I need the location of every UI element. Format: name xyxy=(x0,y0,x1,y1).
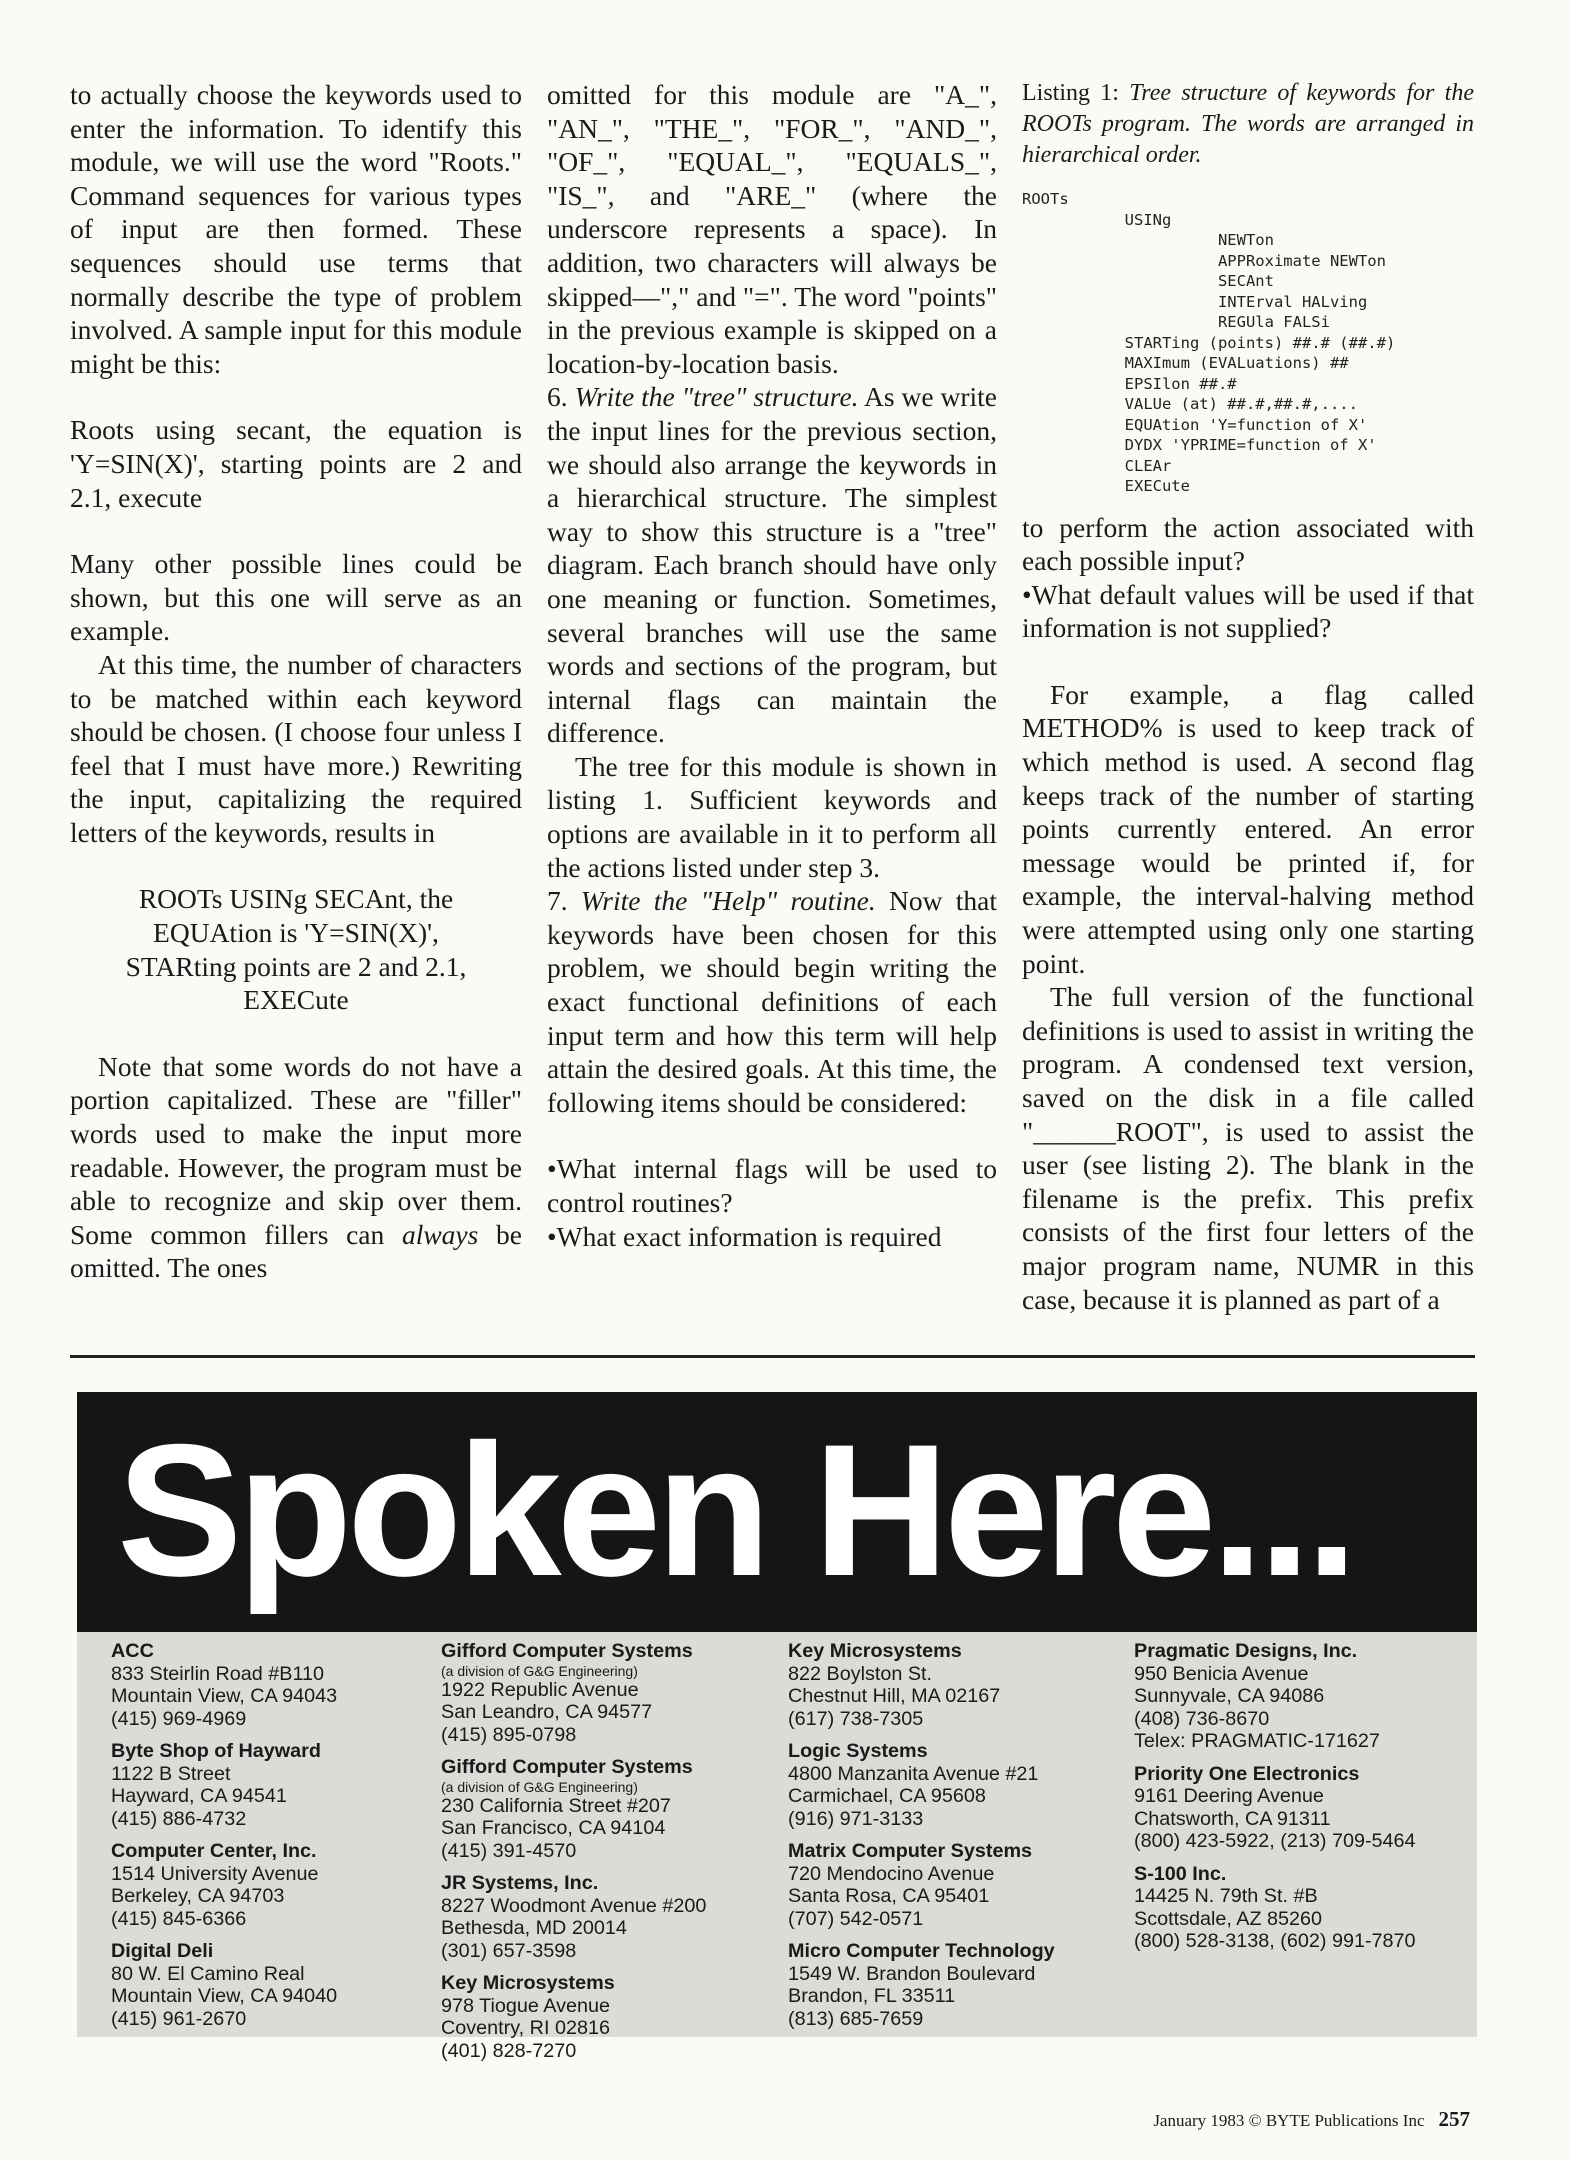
dealer-address-line: 14425 N. 79th St. #B xyxy=(1134,1885,1318,1907)
dealer-address-line: 8227 Woodmont Avenue #200 xyxy=(441,1894,707,1917)
rewritten-input-line: STARting points are 2 and 2.1, xyxy=(125,950,467,982)
dealer-address-line: Mountain View, CA 94040 xyxy=(111,1985,338,2007)
rewritten-input-line: EXECute xyxy=(243,984,349,1016)
dealer-address-line: (800) 528-3138, (602) 991-7870 xyxy=(1134,1930,1416,1952)
paragraph: to actually choose the keywords used to enter the information. To identify this module, we will use the word "Roots." Command sequences for various types of input are then formed. These sequences should use terms that normally describe the type of problem involved. A sample input for this module might be this: xyxy=(70,79,522,379)
dealer-address-line: San Leandro, CA 94577 xyxy=(441,1701,653,1723)
listing-label: Listing 1: xyxy=(1022,80,1119,106)
dealer-name: S-100 Inc. xyxy=(1134,1862,1227,1885)
dealer-entry xyxy=(111,1640,337,1730)
listing-caption: Listing 1: Tree structure of keywords for the ROOTs program. The words are arranged in hierarchical order. xyxy=(1022,80,1475,168)
dealer-address-line: (415) 969-4969 xyxy=(111,1707,247,1730)
dealer-name: Gifford Computer Systems xyxy=(441,1640,693,1662)
dealer-address-line: 720 Mendocino Avenue xyxy=(788,1862,995,1885)
dealer-name: Gifford Computer Systems xyxy=(441,1756,693,1778)
dealer-address-line: 230 California Street #207 xyxy=(441,1794,671,1817)
dealer-name: Digital Deli xyxy=(111,1940,214,1962)
dealer-entry xyxy=(1134,1640,1416,1753)
dealer-address-line: (415) 961-2670 xyxy=(111,2007,247,2030)
bullet-item: •What default values will be used if that information is not supplied? xyxy=(1022,578,1474,644)
dealer-name: JR Systems, Inc. xyxy=(441,1872,599,1894)
page-number: 257 xyxy=(1438,2107,1470,2131)
dealer-address-line: (916) 971-3133 xyxy=(788,1807,924,1830)
emphasis: always xyxy=(401,1218,479,1250)
dealer-entry xyxy=(788,1640,1055,1730)
article-column-3 xyxy=(1022,78,1474,1316)
dealer-address-line: Carmichael, CA 95608 xyxy=(788,1785,986,1807)
dealer-address-line: Brandon, FL 33511 xyxy=(788,1985,956,2007)
dealer-address-line: 822 Boylston St. xyxy=(788,1662,933,1685)
dealer-address-line: Scottsdale, AZ 85260 xyxy=(1134,1907,1323,1930)
step-7: 7. Write the "Help" routine. Now that keywords have been chosen for this problem, we should begin writing the exact functional definitions of each input term and how this term will help attain the desired goals. At this time, the following items should be considered: xyxy=(547,885,997,1118)
dealer-entry xyxy=(111,1840,337,1930)
dealer-directory xyxy=(77,1632,1477,2062)
paragraph: At this time, the number of characters to be matched within each keyword should be chosen. (I choose four unless I feel that I must have more.) Rewriting the input, capitalizing the required letters of the keywords, results in xyxy=(70,648,522,848)
paragraph: Many other possible lines could be shown, but this one will serve as an example. xyxy=(70,548,522,647)
rewritten-input-line: EQUAtion is 'Y=SIN(X)', xyxy=(153,917,439,949)
dealer-entry xyxy=(1134,1863,1416,1953)
footer-credit: January 1983 © BYTE Publications Inc xyxy=(1153,2111,1425,2130)
dealer-address-line: Sunnyvale, CA 94086 xyxy=(1134,1685,1325,1707)
ad-headline: Spoken Here... xyxy=(117,1405,1353,1615)
dealer-address-line: 1514 University Avenue xyxy=(111,1862,319,1885)
dealer-name: ACC xyxy=(111,1640,154,1662)
dealer-entry xyxy=(111,1940,337,2030)
dealer-entry xyxy=(788,1740,1055,1830)
dealer-address-line: San Francisco, CA 94104 xyxy=(441,1817,666,1839)
dealer-address-line: Chestnut Hill, MA 02167 xyxy=(788,1685,1001,1707)
dealer-address-line: (415) 845-6366 xyxy=(111,1907,247,1930)
dealer-name: Key Microsystems xyxy=(788,1640,962,1662)
dealer-address-line: Telex: PRAGMATIC-171627 xyxy=(1134,1730,1380,1752)
paragraph: omitted for this module are "A_", "AN_", "THE_", "FOR_", "AND_", "OF_", "EQUAL_", "EQUALS_", "IS_", and "ARE_" (where the underscore represents a space). In addition, two characters will always be skipped—"," and "=". The word "points" in the previous example is skipped on a location-by-location basis. xyxy=(547,79,997,379)
bullet-item: •What internal flags will be used to control routines? xyxy=(547,1153,997,1218)
paragraph: The tree for this module is shown in listing 1. Sufficient keywords and options are available in it to perform all the actions listed under step 3. xyxy=(547,750,997,883)
dealer-entry xyxy=(441,1756,706,1862)
dealer-address-line: Mountain View, CA 94043 xyxy=(111,1685,338,1707)
paragraph: Note that some words do not have a portion capitalized. These are "filler" words used to make the input more readable. However, the program must be able to recognize and skip over them. Some common fillers can always be omitted. The ones xyxy=(70,1050,522,1284)
dealer-column xyxy=(111,1640,337,2040)
step-6: 6. Write the "tree" structure. As we write the input lines for the previous section, we should also arrange the keywords in a hierarchical structure. The simplest way to show this structure is a "tree" diagram. Each branch should have only one meaning or function. Sometimes, several branches will use the same words and sections of the program, but internal flags can maintain the difference. xyxy=(547,381,997,749)
sample-input-quote: Roots using secant, the equation is 'Y=SIN(X)', starting points are 2 and 2.1, execute xyxy=(70,414,522,513)
dealer-address-line: Chatsworth, CA 91311 xyxy=(1134,1807,1331,1830)
listing-1-code: ROOTs USINg NEWTon APPRoximate NEWTon SECAnt INTErval HALving REGUla FALSi STARTing (points) ##.# (##.#) MAXImum (EVALuations) ## EPSIlon ##.# VALUe (at) ##.#,##.#,.... EQUAtion 'Y=function of X' DYDX 'YPRIME=function of X' CLEAr EXECute xyxy=(1022,190,1396,495)
dealer-name: Micro Computer Technology xyxy=(788,1940,1055,1962)
dealer-address-line: (813) 685-7659 xyxy=(788,2007,924,2030)
dealer-address-line: (408) 736-8670 xyxy=(1134,1707,1270,1730)
dealer-address-line: (415) 391-4570 xyxy=(441,1839,577,1862)
dealer-address-line: Coventry, RI 02816 xyxy=(441,2017,610,2039)
dealer-address-line: 950 Benicia Avenue xyxy=(1134,1662,1309,1685)
dealer-name: Key Microsystems xyxy=(441,1972,615,1994)
dealer-column xyxy=(1134,1640,1416,1963)
dealer-entry xyxy=(441,1972,706,2062)
dealer-name: Computer Center, Inc. xyxy=(111,1840,317,1862)
dealer-address-line: 80 W. El Camino Real xyxy=(111,1962,305,1985)
dealer-address-line: 9161 Deering Avenue xyxy=(1134,1785,1324,1807)
dealer-address-line: 833 Steirlin Road #B110 xyxy=(111,1662,324,1685)
dealer-address-line: Bethesda, MD 20014 xyxy=(441,1917,627,1939)
dealer-column xyxy=(788,1640,1055,2040)
rewritten-input-line: ROOTs USINg SECAnt, the xyxy=(138,883,454,915)
dealer-entry xyxy=(1134,1763,1416,1853)
dealer-address-line: 1549 W. Brandon Boulevard xyxy=(788,1962,1036,1985)
dealer-address-line: 978 Tiogue Avenue xyxy=(441,1994,611,2017)
dealer-address-line: (617) 738-7305 xyxy=(788,1707,924,1730)
dealer-address-line: 4800 Manzanita Avenue #21 xyxy=(788,1762,1039,1785)
page-footer xyxy=(1153,2107,1470,2132)
dealer-name: Matrix Computer Systems xyxy=(788,1840,1033,1862)
step-title: Write the "Help" routine. xyxy=(580,885,876,917)
dealer-subtitle: (a division of G&G Engineering) xyxy=(441,1662,638,1679)
dealer-entry xyxy=(788,1840,1055,1930)
dealer-name: Logic Systems xyxy=(788,1740,928,1762)
dealer-address-line: (415) 895-0798 xyxy=(441,1723,577,1746)
dealer-name: Pragmatic Designs, Inc. xyxy=(1134,1640,1358,1662)
dealer-address-line: Berkeley, CA 94703 xyxy=(111,1885,285,1907)
dealer-entry xyxy=(788,1940,1055,2030)
dealer-name: Priority One Electronics xyxy=(1134,1762,1360,1785)
dealer-entry xyxy=(441,1640,706,1746)
dealer-address-line: Hayward, CA 94541 xyxy=(111,1785,287,1807)
bullet-item: •What exact information is required xyxy=(547,1220,942,1252)
dealer-address-line: (415) 886-4732 xyxy=(111,1807,247,1830)
dealer-address-line: Santa Rosa, CA 95401 xyxy=(788,1885,990,1907)
dealer-address-line: (707) 542-0571 xyxy=(788,1907,924,1930)
ad-banner xyxy=(77,1392,1477,1632)
dealer-address-line: (401) 828-7270 xyxy=(441,2039,577,2062)
dealer-subtitle: (a division of G&G Engineering) xyxy=(441,1778,638,1795)
article-column-2 xyxy=(547,78,997,1253)
dealer-entry xyxy=(111,1740,337,1830)
dealer-address-line: (301) 657-3598 xyxy=(441,1939,577,1962)
paragraph: to perform the action associated with each possible input? xyxy=(1022,511,1474,577)
dealer-column xyxy=(441,1640,706,2072)
dealer-address-line: (800) 423-5922, (213) 709-5464 xyxy=(1134,1830,1416,1852)
section-divider xyxy=(70,1355,1475,1358)
dealer-address-line: 1922 Republic Avenue xyxy=(441,1678,639,1701)
dealer-entry xyxy=(441,1872,706,1962)
paragraph: The full version of the functional definitions is used to assist in writing the program. A condensed text version, saved on the disk in a file called "______ROOT", is used to assist the user (see listing 2). The blank in the filename is the prefix. This prefix consists of the first four letters of the major program name, NUMR in this case, because it is planned as part of a xyxy=(1022,981,1474,1315)
paragraph: For example, a flag called METHOD% is used to keep track of which method is used. A second flag keeps track of the number of starting points currently entered. An error message would be printed if, for example, the interval-halving method were attempted using only one starting point. xyxy=(1022,678,1474,979)
dealer-name: Byte Shop of Hayward xyxy=(111,1740,321,1762)
step-title: Write the "tree" structure. xyxy=(574,381,859,413)
dealer-address-line: 1122 B Street xyxy=(111,1762,231,1785)
article-column-1 xyxy=(70,78,522,1285)
